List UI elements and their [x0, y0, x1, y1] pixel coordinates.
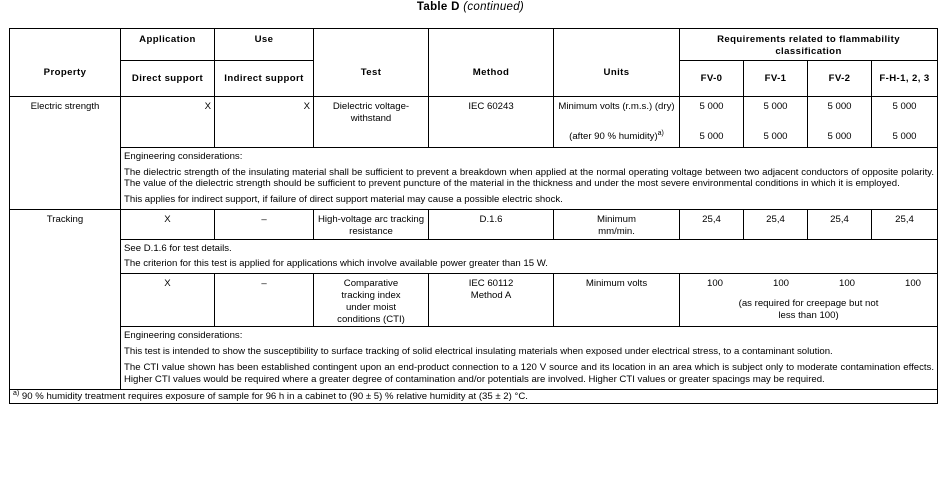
tracking-note-1: See D.1.6 for test details. [124, 242, 232, 254]
cti-engineering-row [10, 327, 938, 389]
electric-dry-fv1: 5 000 [744, 97, 808, 131]
tracking-fv0: 25,4 [680, 209, 744, 239]
tracking-units: Minimum mm/min. [554, 209, 680, 239]
footnote-text: 90 % humidity treatment requires exposure of sample for 96 h in a cabinet to (90 ± 5) % relative humidity at (35 ± 2) °C. [21, 390, 528, 402]
header-fv1: FV-1 [744, 61, 808, 97]
tracking-note-2: The criterion for this test is applied for applications which involve available power greater than 15 W. [124, 258, 548, 270]
tracking-notes [121, 239, 938, 274]
header-test: Test [314, 29, 429, 97]
tracking-method: D.1.6 [429, 209, 554, 239]
header-fv0: FV-0 [680, 61, 744, 97]
header-property: Property [10, 29, 121, 97]
electric-humid-fh1: 5 000 [872, 130, 938, 147]
cti-engineering-considerations [121, 327, 938, 389]
electric-dry-fh1: 5 000 [872, 97, 938, 131]
cti-fv2: 100 [839, 278, 856, 290]
electric-eng-paragraph-1: The dielectric strength of the insulating material shall be sufficient to prevent a breakdown when applied at the normal operating voltage between two adjacent conductors of opposite polarity. The value of the dielectric strength should be sufficient to prevent puncture of the material in the thickness and under the most severe environmental conditions in which it is employed. [124, 166, 935, 190]
header-fv2: FV-2 [808, 61, 872, 97]
electric-units-humid [554, 130, 680, 147]
header-units: Units [554, 29, 680, 97]
electric-units-dry: Minimum volts (r.m.s.) (dry) [554, 97, 680, 131]
header-application: Application [121, 29, 215, 61]
electric-eng-label: Engineering considerations: [124, 150, 243, 162]
cti-eng-label: Engineering considerations: [124, 330, 243, 342]
electric-humid-fv2: 5 000 [808, 130, 872, 147]
electric-indirect-support: X [215, 97, 314, 148]
tracking-fv2: 25,4 [808, 209, 872, 239]
electric-humid-fv0: 5 000 [680, 130, 744, 147]
table-title: Table D [416, 1, 460, 13]
header-fh1: F-H-1, 2, 3 [872, 61, 938, 97]
header-method: Method [429, 29, 554, 97]
cti-remark: (as required for creepage but not less than 100) [738, 297, 879, 321]
tracking-direct-support: X [121, 209, 215, 239]
cti-fh1: 100 [905, 278, 922, 290]
cti-units: Minimum volts [554, 274, 680, 327]
electric-engineering-considerations [121, 147, 938, 209]
electric-humid-fv1: 5 000 [744, 130, 808, 147]
header-row-1 [10, 29, 938, 61]
tracking-row [10, 209, 938, 239]
cti-fv0: 100 [707, 278, 724, 290]
electric-units-humid-text: (after 90 % humidity) [569, 131, 658, 142]
header-indirect-support: Indirect support [215, 61, 314, 97]
electric-eng-paragraph-2: This applies for indirect support, if failure of direct support material may cause a possible electric shock. [124, 194, 563, 206]
electric-dry-fv0: 5 000 [680, 97, 744, 131]
tracking-property: Tracking [10, 209, 121, 389]
cti-values [683, 278, 934, 290]
electric-direct-support: X [121, 97, 215, 148]
header-use: Use [215, 29, 314, 61]
tracking-notes-row [10, 239, 938, 274]
flammability-requirements-table [9, 28, 938, 404]
cti-eng-paragraph-2: The CTI value shown has been established contingent upon an end-product connection to a 120 V source and its location in an area which is subject only to moderate contamination effects. Higher CTI values would be required where a greater degree of contamination and/or potentials are involved. Higher CTI values or greater spacings may be required. [124, 361, 935, 385]
electric-method: IEC 60243 [429, 97, 554, 148]
footnote [10, 389, 938, 404]
electric-strength-property: Electric strength [10, 97, 121, 210]
electric-test: Dielectric voltage-withstand [314, 97, 429, 148]
cti-fv1: 100 [773, 278, 790, 290]
electric-engineering-row [10, 147, 938, 209]
header-requirements: Requirements related to flammability classification [680, 29, 938, 61]
cti-test: Comparative tracking index under moist conditions (CTI) [314, 274, 429, 327]
tracking-fv1: 25,4 [744, 209, 808, 239]
electric-strength-row-dry [10, 97, 938, 131]
cti-eng-paragraph-1: This test is intended to show the susceptibility to surface tracking of solid electrical insulating materials when exposed under electrical stress, to a contaminant solution. [124, 346, 833, 358]
tracking-fh1: 25,4 [872, 209, 938, 239]
header-direct-support: Direct support [121, 61, 215, 97]
electric-dry-fv2: 5 000 [808, 97, 872, 131]
table-title-suffix: (continued) [463, 1, 525, 13]
cti-method: IEC 60112 Method A [429, 274, 554, 327]
cti-direct-support: X [121, 274, 215, 327]
electric-footnote-marker: a) [657, 129, 664, 137]
cti-values-cell [680, 274, 938, 327]
footnote-marker: a) [13, 389, 20, 397]
tracking-indirect-support: – [215, 209, 314, 239]
cti-row [10, 274, 938, 327]
tracking-test: High-voltage arc tracking resistance [314, 209, 429, 239]
cti-indirect-support: – [215, 274, 314, 327]
table-caption [0, 0, 941, 14]
footnote-row [10, 389, 938, 404]
